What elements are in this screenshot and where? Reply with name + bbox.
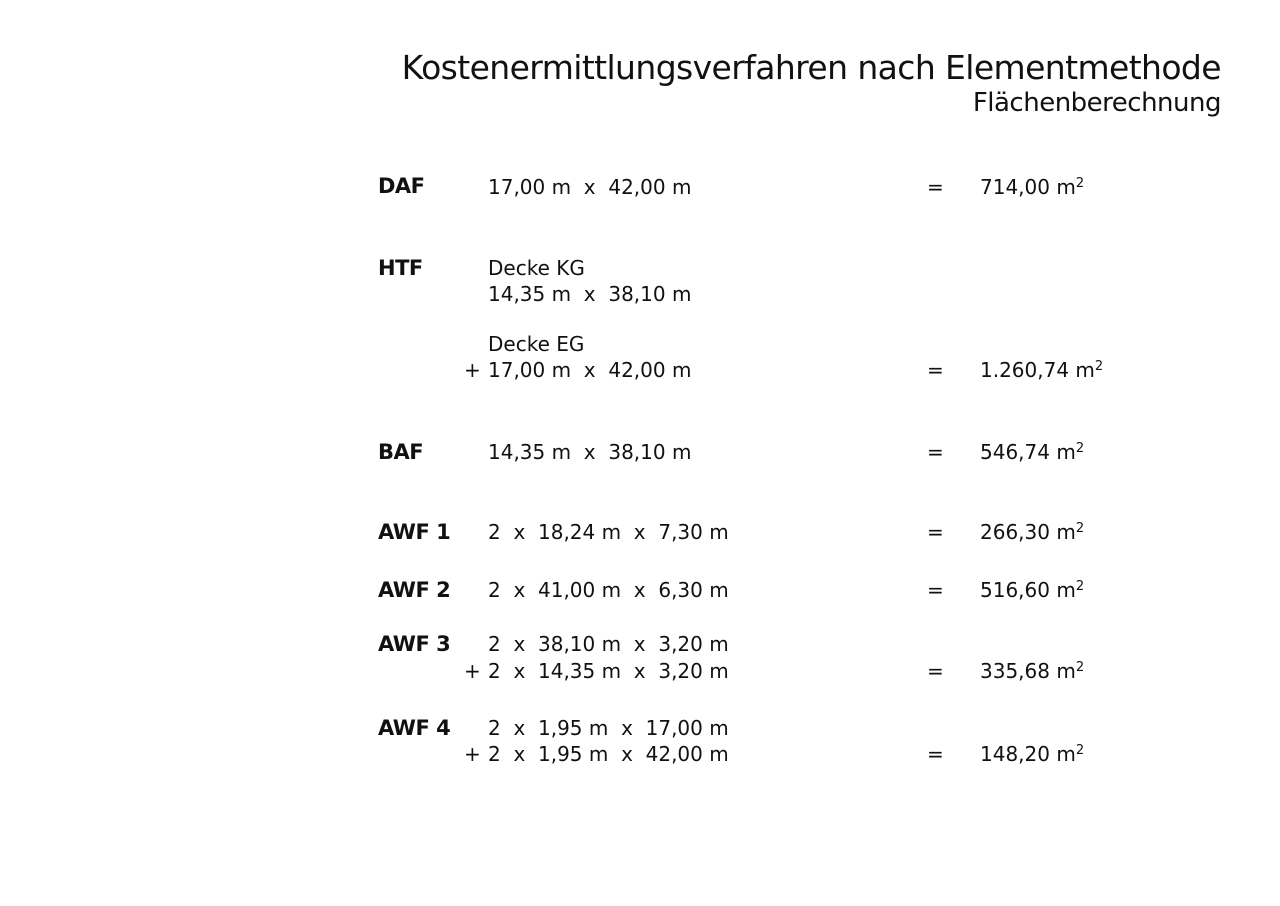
calc-expression: 2 x 38,10 m x 3,20 m [488, 632, 729, 656]
calc-expression: 2 x 1,95 m x 42,00 m [488, 742, 729, 766]
calc-result: 335,68 $m^2$ [980, 659, 1085, 683]
equals-sign: = [927, 440, 944, 464]
row-label: AWF 3 [378, 632, 451, 656]
calc-result: 516,60 $m^2$ [980, 578, 1085, 602]
calc-expression: 2 x 14,35 m x 3,20 m [488, 659, 729, 683]
equals-sign: = [927, 742, 944, 766]
row-label: DAF [378, 174, 425, 198]
plus-sign: + [464, 659, 481, 683]
calc-result: 1.260,74 $m^2$ [980, 358, 1104, 382]
equals-sign: = [927, 659, 944, 683]
calc-expression: 2 x 18,24 m x 7,30 m [488, 520, 729, 544]
plus-sign: + [464, 742, 481, 766]
calc-expression: 17,00 m x 42,00 m [488, 175, 692, 199]
calc-heading: Decke KG [488, 256, 585, 280]
calc-result: 714,00 $m^2$ [980, 175, 1085, 199]
calc-result: 266,30 $m^2$ [980, 520, 1085, 544]
calc-expression: 14,35 m x 38,10 m [488, 282, 692, 306]
row-label: AWF 4 [378, 716, 451, 740]
plus-sign: + [464, 358, 481, 382]
equals-sign: = [927, 578, 944, 602]
page-title: Kostenermittlungsverfahren nach Elementmethode [401, 48, 1221, 87]
calc-result: 546,74 $m^2$ [980, 440, 1085, 464]
row-label: HTF [378, 256, 423, 280]
page-subtitle: Flächenberechnung [972, 88, 1221, 118]
calc-expression: 17,00 m x 42,00 m [488, 358, 692, 382]
calc-heading: Decke EG [488, 332, 585, 356]
calc-expression: 14,35 m x 38,10 m [488, 440, 692, 464]
calc-expression: 2 x 41,00 m x 6,30 m [488, 578, 729, 602]
equals-sign: = [927, 358, 944, 382]
calc-expression: 2 x 1,95 m x 17,00 m [488, 716, 729, 740]
equals-sign: = [927, 520, 944, 544]
equals-sign: = [927, 175, 944, 199]
row-label: AWF 2 [378, 578, 451, 602]
calc-result: 148,20 $m^2$ [980, 742, 1085, 766]
row-label: AWF 1 [378, 520, 451, 544]
row-label: BAF [378, 440, 424, 464]
